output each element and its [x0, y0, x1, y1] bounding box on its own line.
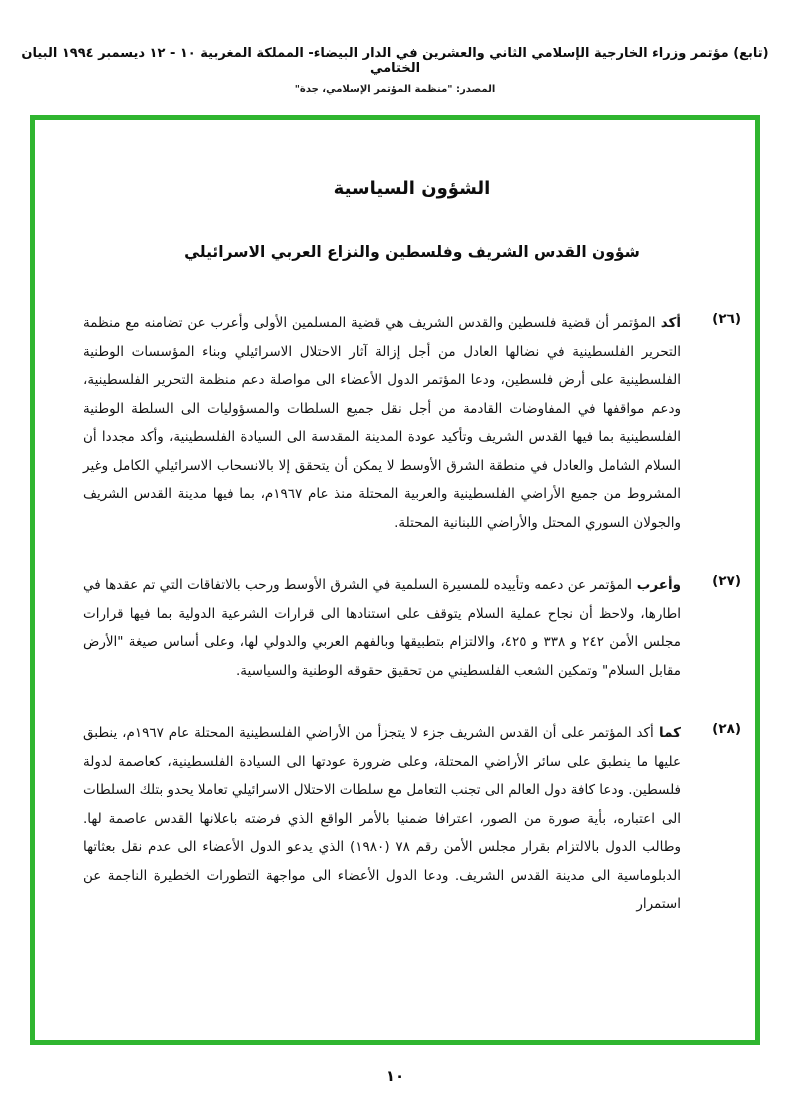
paragraph-text: [83, 571, 681, 685]
paragraph-list: [83, 309, 741, 919]
paragraph-lead: أكد: [655, 315, 681, 331]
subsection-title: شؤون القدس الشريف وفلسطين والنزاع العربي الاسرائيلي: [184, 243, 640, 261]
paragraph: [83, 571, 741, 685]
paragraph-body: المؤتمر أن قضية فلسطين والقدس الشريف هي قضية المسلمين الأولى وأعرب عن تضامنه مع منظمة التحرير الفلسطينية في نضالها العادل من أجل إزالة آثار الاحتلال الاسرائيلي وبناء المؤسسات الوطنية الفلسطينية على أرض فلسطين، ودعا المؤتمر الدول الأعضاء الى مواصلة دعم منظمة التحرير الفلسطينية، ودعم مواقفها في المفاوضات القادمة من أجل نقل جميع السلطات والمسؤوليات الى السلطة الوطنية الفلسطينية بما فيها القدس الشريف وتأكيد عودة المدينة المقدسة الى السيادة الفلسطينية، وأكد مجددا أن السلام الشامل والعادل في منطقة الشرق الأوسط لا يمكن أن يتحقق إلا بالانسحاب الاسرائيلي الكامل وغير المشروط من جميع الأراضي الفلسطينية والعربية المحتلة منذ عام ١٩٦٧م، بما فيها مدينة القدس الشريف والجولان السوري المحتل والأراضي اللبنانية المحتلة.: [83, 315, 681, 531]
paragraph-number: (٢٧): [712, 573, 741, 589]
paragraph-lead: وأعرب: [632, 577, 682, 593]
paragraph-body: المؤتمر عن دعمه وتأييده للمسيرة السلمية في الشرق الأوسط ورحب بالاتفاقات التي تم عقدها في اطارها، ولاحظ أن نجاح عملية السلام يتوقف على استنادها الى قرارات الشرعية الدولية بما فيها قرارات مجلس الأمن ٢٤٢ و ٣٣٨ و ٤٢٥، والالتزام بتطبيقها وبالفهم العربي والدولي لها، وعلى أساس صيغة "الأرض مقابل السلام" وتمكين الشعب الفلسطيني من تحقيق حقوقه الوطنية والسياسية.: [83, 577, 682, 679]
paragraph: [83, 719, 741, 919]
content-frame: [30, 115, 760, 1045]
paragraph-text: [83, 719, 681, 919]
paragraph: [83, 309, 741, 537]
page-number: ١٠: [385, 1067, 405, 1085]
section-title: الشؤون السياسية: [333, 178, 491, 199]
paragraph-text: [83, 309, 681, 537]
document-source: المصدر: "منظمة المؤتمر الإسلامي، جدة": [294, 84, 496, 95]
paragraph-lead: كما: [653, 725, 681, 741]
document-header: (تابع) مؤتمر وزراء الخارجية الإسلامي الثاني والعشرين في الدار البيضاء- المملكة المغربية ١٠ - ١٢ ديسمبر ١٩٩٤ البيان الختامي: [21, 46, 769, 76]
paragraph-body: أكد المؤتمر على أن القدس الشريف جزء لا يتجزأ من الأراضي الفلسطينية المحتلة عام ١٩٦٧م، ينطبق عليها ما ينطبق على سائر الأراضي المحتلة، وعلى ضرورة عودتها الى السيادة الفلسطينية، كعاصمة لدولة فلسطين. ودعا كافة دول العالم الى تجنب التعامل مع سلطات الاحتلال الاسرائيلي تعاملا يحدو بتلك السلطات الى اعتباره، بأية صورة من الصور، اعترافا ضمنيا بالأمر الواقع الذي فرضته باعلانها القدس عاصمة لها. وطالب الدول بالالتزام بقرار مجلس الأمن رقم ٧٨ (١٩٨٠) الذي يدعو الدول الأعضاء الى عدم نقل بعثاتها الدبلوماسية الى مدينة القدس الشريف. ودعا الدول الأعضاء الى مواجهة التطورات الخطيرة الناجمة عن استمرار: [83, 725, 681, 912]
paragraph-number: (٢٦): [712, 311, 741, 327]
paragraph-number: (٢٨): [712, 721, 741, 737]
